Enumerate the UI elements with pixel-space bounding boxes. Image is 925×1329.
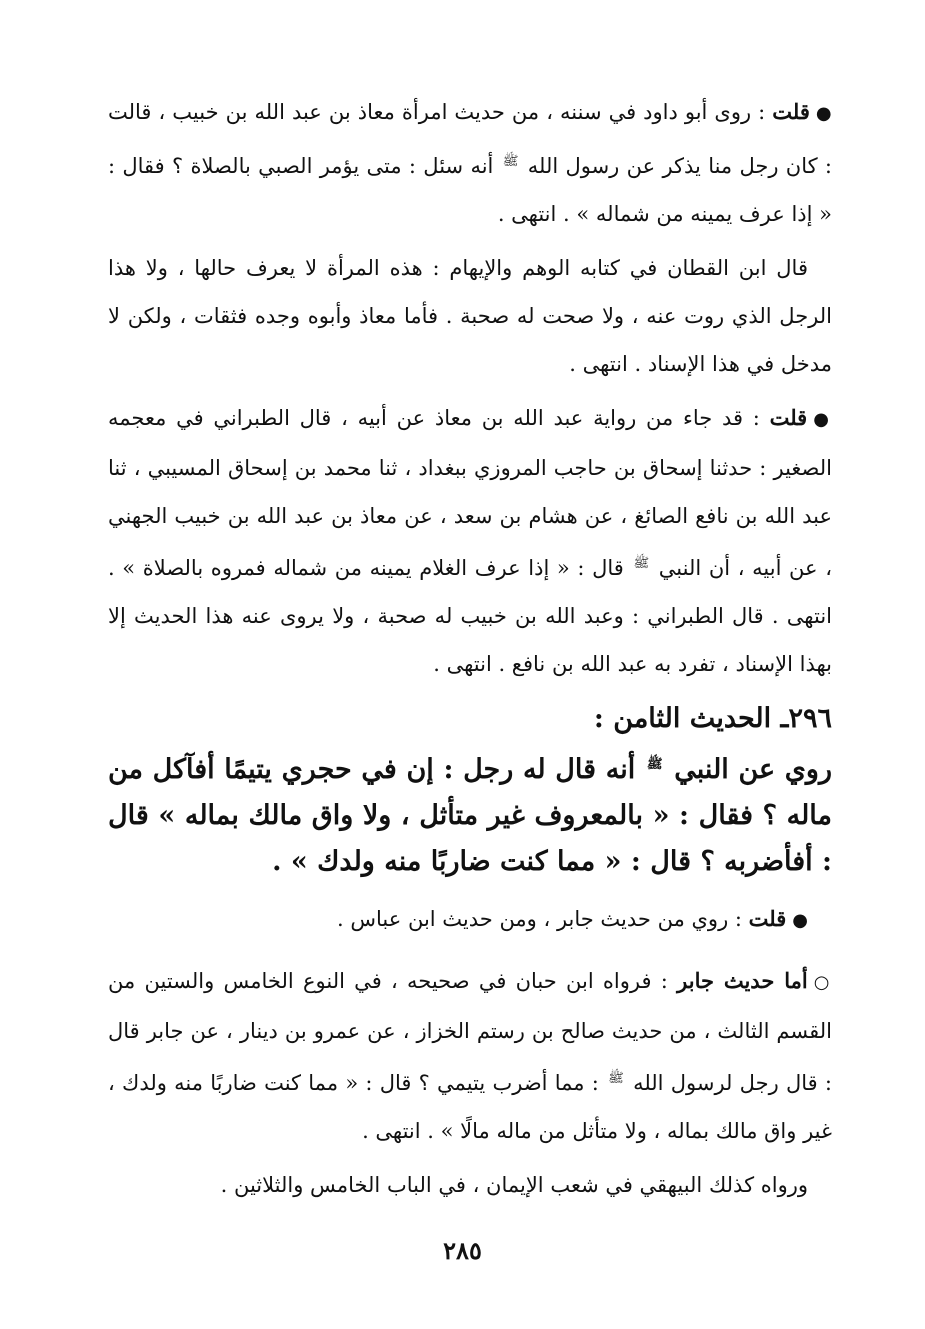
paragraph-text: : روي من حديث جابر ، ومن حديث ابن عباس . xyxy=(337,907,742,931)
page-number: ٢٨٥ xyxy=(443,1236,482,1265)
lead-word: أما حديث جابر xyxy=(677,968,808,993)
paragraph-text: أنه سئل : متى يؤمر الصبي بالصلاة ؟ فقال : « إذا عرف يمينه من شماله » . انتهى . xyxy=(108,154,832,226)
paragraph-text: قال ابن القطان في كتابه الوهم والإيهام : هذه المرأة لا يعرف حالها ، ولا هذا الرجل الذي روت عنه ، ولا صحت له صحبة . فأما معاذ وأبوه وجده فثقات ، ولكن لا مدخل في هذا الإسناد . انتهى . xyxy=(108,256,832,376)
hadith-heading xyxy=(108,696,832,742)
salla-symbol: ﷺ xyxy=(608,1071,624,1086)
paragraph-bayhaqi xyxy=(108,1161,832,1209)
paragraph-jabir xyxy=(108,957,832,1155)
salla-symbol: ﷺ xyxy=(646,757,663,772)
lead-word: قلت xyxy=(748,906,787,931)
paragraph-text: : روى أبو داود في سننه ، من حديث امرأة معاذ بن عبد الله بن خبيب ، قالت : كان رجل منا يذكر عن رسول الله xyxy=(108,100,832,178)
paragraph-text: : فرواه ابن حبان في صحيحه ، في النوع الخامس والستين من القسم الثالث ، من حديث صالح بن رستم الخزاز ، عن عمرو بن دينار ، عن جابر قال : قال رجل لرسول الله xyxy=(108,969,832,1095)
bullet-dot: ● xyxy=(792,910,808,931)
bullet-circle: ○ xyxy=(813,972,832,993)
page-body xyxy=(108,88,832,1215)
salla-symbol: ﷺ xyxy=(633,556,650,571)
main-hadith-text xyxy=(108,742,832,885)
paragraph-qult-3 xyxy=(108,895,832,945)
bullet-dot: ● xyxy=(813,409,832,430)
bullet-dot: ● xyxy=(815,103,832,124)
hadith-title: ـ الحديث الثامن : xyxy=(593,703,789,734)
paragraph-text: قال : « إذا عرف الغلام يمينه من شماله فمروه بالصلاة » . انتهى . قال الطبراني : وعبد الله بن خبيب له صحبة ، ولا يروى عنه هذا الحديث إلا بهذا الإسناد ، تفرد به عبد الله بن نافع . انتهى . xyxy=(108,556,832,676)
salla-symbol: ﷺ xyxy=(502,154,519,169)
paragraph-text: ورواه كذلك البيهقي في شعب الإيمان ، في الباب الخامس والثلاثين . xyxy=(220,1173,808,1197)
lead-word: قلت xyxy=(772,99,810,124)
paragraph-text: : قد جاء من رواية عبد الله بن معاذ عن أبيه ، قال الطبراني في معجمه الصغير : حدثنا إسحاق بن حاجب المروزي ببغداد ، ثنا محمد بن إسحاق المسيبي ، ثنا عبد الله بن نافع الصائغ ، عن هشام بن سعد ، عن معاذ بن عبد الله بن خبيب الجهني ، عن أبيه ، أن النبي xyxy=(108,406,832,580)
paragraph-text: : مما أضرب يتيمي ؟ قال : « مما كنت ضاربًا منه ولدك ، غير واق مالك بماله ، ولا متأثل من ماله مالًا » . انتهى . xyxy=(108,1071,832,1143)
hadith-text: روي عن النبي xyxy=(674,754,833,785)
hadith-number: ٢٩٦ xyxy=(788,703,832,734)
lead-word: قلت xyxy=(769,405,808,430)
paragraph-ibn-al-qattan xyxy=(108,244,832,388)
paragraph-qult-1 xyxy=(108,88,832,238)
paragraph-qult-2 xyxy=(108,394,832,688)
hadith-text: أنه قال له رجل : إن في حجري يتيمًا أفآكل من ماله ؟ فقال : « بالمعروف غير متأثل ، ولا واق مالك بماله » قال : أفأضربه ؟ قال : « مما كنت ضاربًا منه ولدك » . xyxy=(108,754,832,877)
